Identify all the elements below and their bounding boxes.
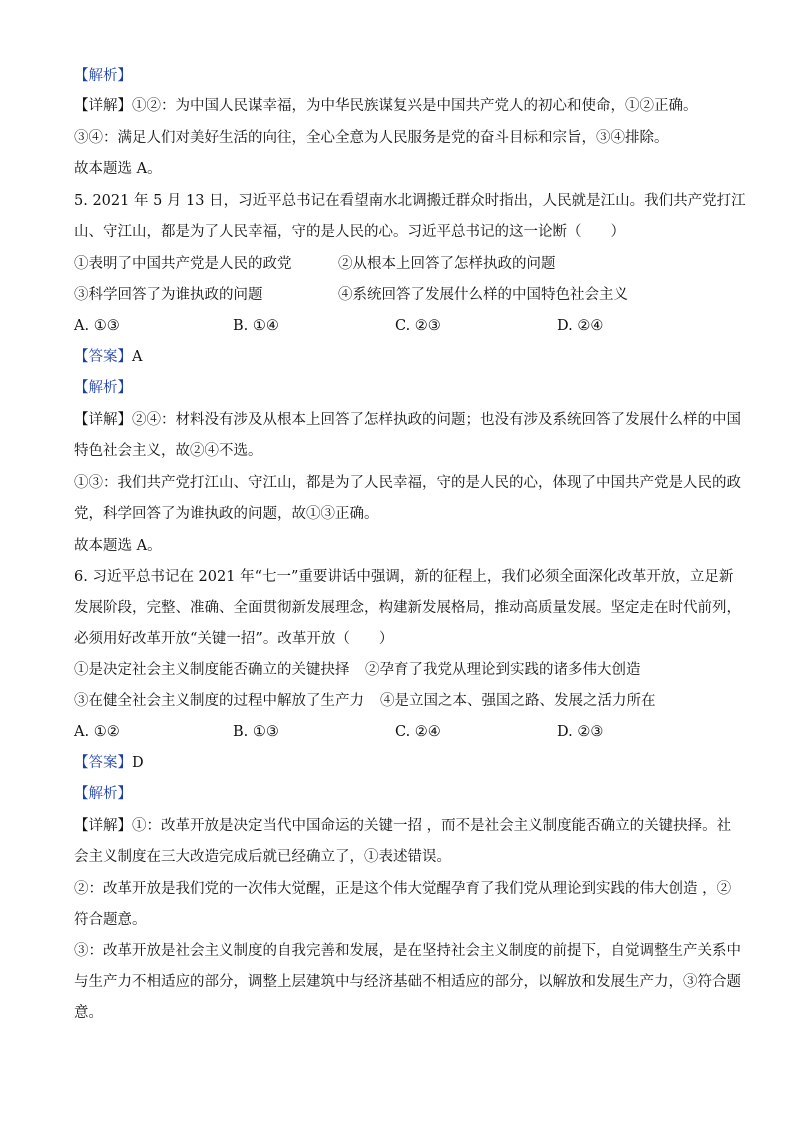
option-a: A. ①② <box>74 724 120 740</box>
option-b: B. ①④ <box>233 318 279 334</box>
explanation-line: 【详解】①：改革开放是决定当代中国命运的关键一招 ，而不是社会主义制度能否确立的关键抉择。社 <box>74 818 732 834</box>
explanation-line: ③④：满足人们对美好生活的向往，全心全意为人民服务是党的奋斗目标和宗旨，③④排除。 <box>74 130 669 146</box>
option-a: A. ①③ <box>74 318 120 334</box>
explanation-line: ③：改革开放是社会主义制度的自我完善和发展，是在坚持社会主义制度的前提下，自觉调整生产关系中 <box>74 943 741 959</box>
option-d: D. ②③ <box>557 724 604 740</box>
analysis-heading: 【解析】 <box>74 68 132 84</box>
explanation-line: 会主义制度在三大改造完成后就已经确立了，①表述错误。 <box>74 849 451 865</box>
explanation-line: 与生产力不相适应的部分，调整上层建筑中与经济基础不相适应的部分，以解放和发展生产力，③符合题 <box>74 974 741 990</box>
conclusion-line: 故本题选 A。 <box>74 161 162 177</box>
explanation-line: 【详解】①②：为中国人民谋幸福，为中华民族谋复兴是中国共产党人的初心和使命，①②正确。 <box>74 98 698 114</box>
explanation-line: 意。 <box>74 1005 103 1021</box>
answer-label: 【答案】 <box>74 349 132 365</box>
statement-2: ②从根本上回答了怎样执政的问题 <box>338 256 556 272</box>
analysis-heading: 【解析】 <box>74 380 132 396</box>
answer-line <box>74 753 144 773</box>
explanation-line: 特色社会主义，故②④不选。 <box>74 443 263 459</box>
option-c: C. ②③ <box>395 318 441 334</box>
conclusion-line: 故本题选 A。 <box>74 538 162 554</box>
statement-4: ④是立国之本、强国之路、发展之活力所在 <box>380 693 656 709</box>
statement-3: ③在健全社会主义制度的过程中解放了生产力 <box>74 693 364 709</box>
answer-value: A <box>132 349 143 365</box>
statement-2: ②孕育了我党从理论到实践的诸多伟大创造 <box>365 662 641 678</box>
question-stem: 5. 2021 年 5 月 13 日，习近平总书记在看望南水北调搬迁群众时指出，人民就是江山。我们共产党打江 <box>74 193 746 209</box>
option-d: D. ②④ <box>557 318 604 334</box>
statement-1: ①表明了中国共产党是人民的政党 <box>74 256 292 272</box>
question-stem: 必须用好改革开放“关键一招”。改革开放（ ） <box>74 631 394 647</box>
analysis-heading: 【解析】 <box>74 786 132 802</box>
question-stem: 发展阶段，完整、准确、全面贯彻新发展理念，构建新发展格局，推动高质量发展。坚定走在时代前列， <box>74 600 741 616</box>
option-b: B. ①③ <box>233 724 279 740</box>
explanation-line: ①③：我们共产党打江山、守江山，都是为了人民幸福，守的是人民的心，体现了中国共产党是人民的政 <box>74 475 741 491</box>
explanation-line: 党，科学回答了为谁执政的问题，故①③正确。 <box>74 506 379 522</box>
explanation-line: 【详解】②④：材料没有涉及从根本上回答了怎样执政的问题；也没有涉及系统回答了发展什么样的中国 <box>74 412 741 428</box>
option-c: C. ②④ <box>395 724 441 740</box>
question-stem: 6. 习近平总书记在 2021 年“七一”重要讲话中强调，新的征程上，我们必须全面深化改革开放，立足新 <box>74 569 734 585</box>
answer-line <box>74 347 142 367</box>
statement-1: ①是决定社会主义制度能否确立的关键抉择 <box>74 662 350 678</box>
answer-label: 【答案】 <box>74 755 132 771</box>
explanation-line: ②：改革开放是我们党的一次伟大觉醒，正是这个伟大觉醒孕育了我们党从理论到实践的伟大创造 ，② <box>74 881 732 897</box>
statement-3: ③科学回答了为谁执政的问题 <box>74 287 263 303</box>
answer-value: D <box>132 755 144 771</box>
explanation-line: 符合题意。 <box>74 912 147 928</box>
question-stem: 山、守江山，都是为了人民幸福，守的是人民的心。习近平总书记的这一论断（ ） <box>74 224 625 240</box>
statement-4: ④系统回答了发展什么样的中国特色社会主义 <box>338 287 628 303</box>
